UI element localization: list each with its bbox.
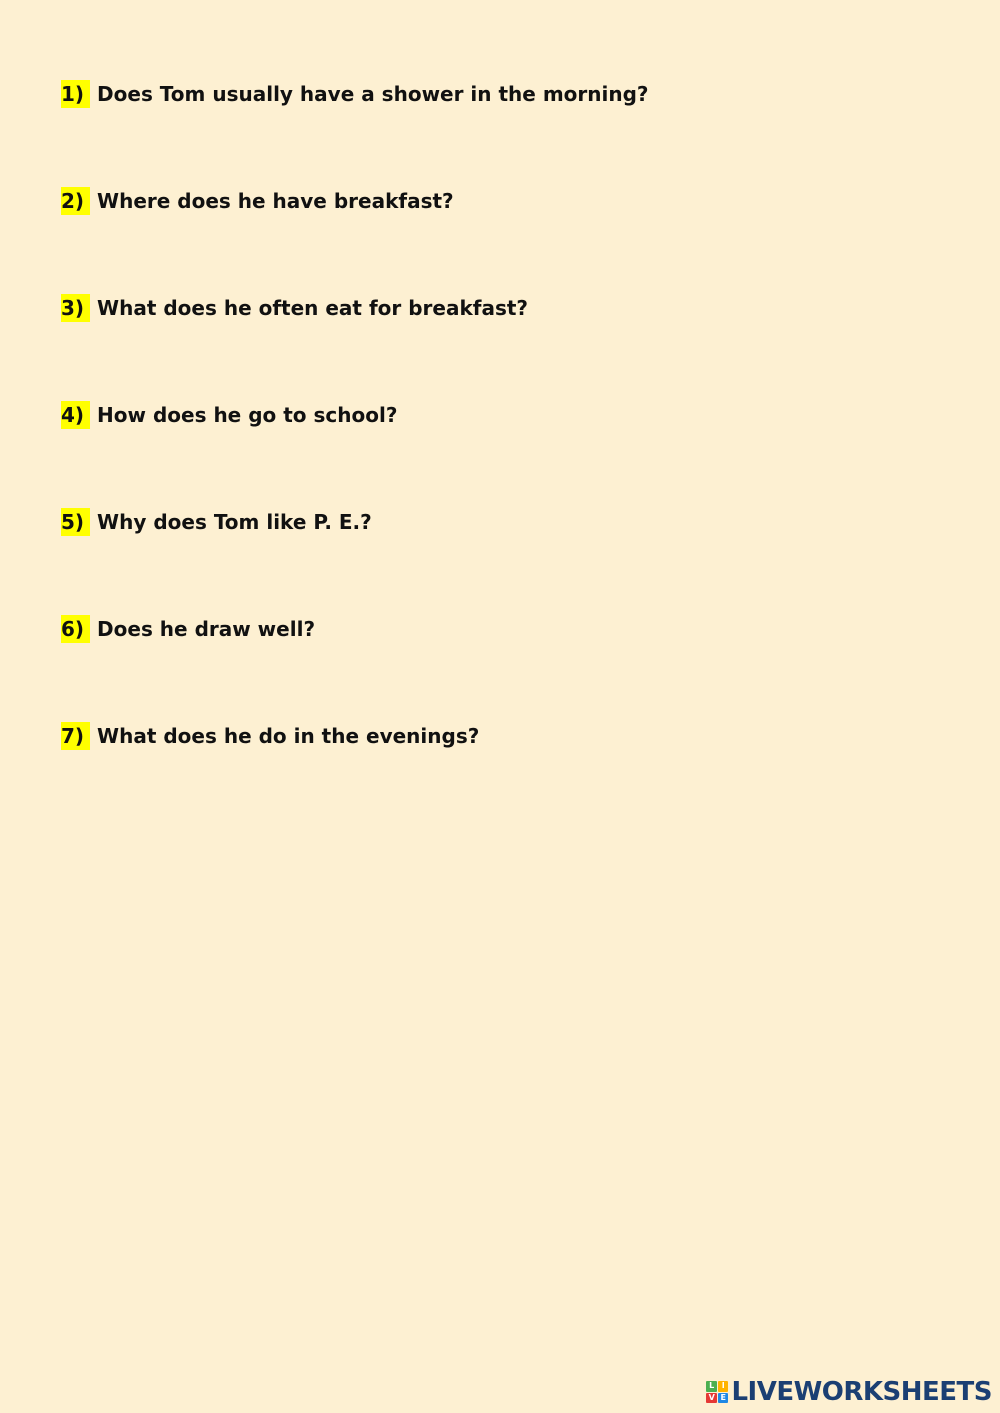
question-text xyxy=(61,613,315,645)
question-label: Where does he have breakfast? xyxy=(97,189,454,213)
question-number: 3) xyxy=(61,294,90,322)
question-item xyxy=(61,720,961,827)
question-text xyxy=(61,78,649,110)
question-list xyxy=(61,78,961,827)
logo-mark-letter: L xyxy=(706,1381,717,1392)
logo-mark-letter: I xyxy=(718,1381,729,1392)
question-label: How does he go to school? xyxy=(97,403,398,427)
question-label: Does Tom usually have a shower in the morning? xyxy=(97,82,649,106)
question-text xyxy=(61,399,397,431)
logo-mark-letter: V xyxy=(706,1393,717,1404)
question-text xyxy=(61,506,372,538)
question-label: Why does Tom like P. E.? xyxy=(97,510,372,534)
question-item xyxy=(61,506,961,613)
liveworksheets-logo[interactable] xyxy=(706,1377,992,1407)
question-number: 7) xyxy=(61,722,90,750)
question-label: What does he often eat for breakfast? xyxy=(97,296,529,320)
question-number: 5) xyxy=(61,508,90,536)
question-item xyxy=(61,292,961,399)
liveworksheets-mark-icon xyxy=(706,1381,728,1403)
question-number: 2) xyxy=(61,187,90,215)
logo-text: LIVEWORKSHEETS xyxy=(731,1377,992,1407)
question-item xyxy=(61,185,961,292)
question-label: What does he do in the evenings? xyxy=(97,724,480,748)
question-text xyxy=(61,720,479,752)
question-item xyxy=(61,399,961,506)
question-number: 1) xyxy=(61,80,90,108)
question-text xyxy=(61,292,528,324)
question-label: Does he draw well? xyxy=(97,617,316,641)
question-text xyxy=(61,185,454,217)
question-item xyxy=(61,613,961,720)
question-number: 4) xyxy=(61,401,90,429)
question-item xyxy=(61,78,961,185)
question-number: 6) xyxy=(61,615,90,643)
logo-mark-letter: E xyxy=(718,1393,729,1404)
